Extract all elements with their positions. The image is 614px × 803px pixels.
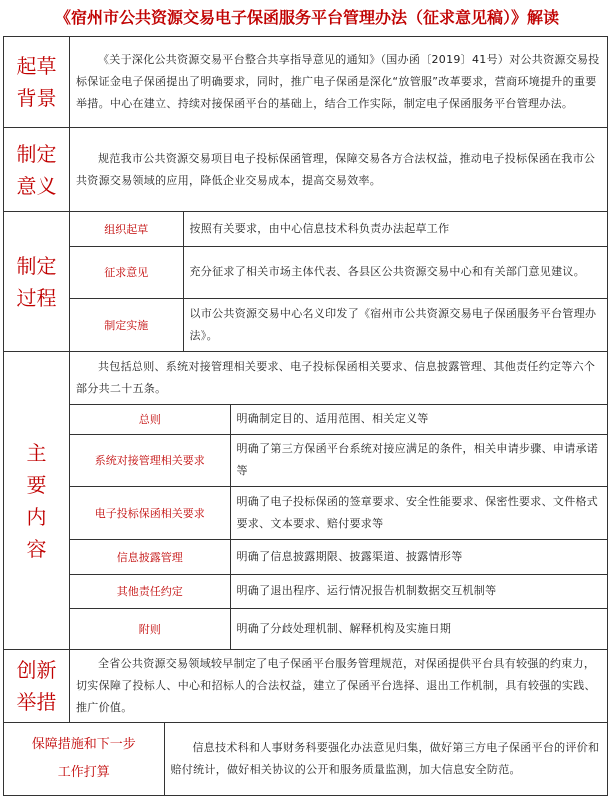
- process-item-text: 充分征求了相关市场主体代表、各县区公共资源交易中心和有关部门意见建议。: [183, 246, 607, 298]
- content-label: [4, 352, 70, 650]
- process-item-text: 按照有关要求，由中心信息技术科负责办法起草工作: [183, 212, 607, 246]
- content-label-line4: 容: [26, 536, 47, 561]
- process-label-line1: 制定: [16, 253, 57, 278]
- content-intro-text: 共包括总则、系统对接管理相关要求、电子投标保函相关要求、信息披露管理、其他责任约定等六个部分共二十五条。: [76, 359, 596, 395]
- safeguard-label: [4, 723, 164, 795]
- process-item-name: 征求意见: [70, 246, 183, 298]
- process-item-name: 组织起草: [70, 212, 183, 246]
- significance-label-line2: 意义: [16, 173, 57, 198]
- safeguard-cell: [4, 723, 608, 796]
- content-item: [70, 404, 607, 434]
- process-item: [70, 298, 607, 351]
- safeguard-paragraph: 信息技术科和人事财务科要强化办法意见归集，做好第三方电子保函平台的评价和赔付统计，做好相关协议的公开和服务质量监测，加大信息安全防范。: [170, 741, 600, 776]
- content-item-text: 明确了电子投标保函的签章要求、安全性能要求、保密性要求、文件格式要求、文本要求、赔付要求等: [230, 486, 607, 539]
- content-intro-row: [70, 352, 607, 404]
- background-row: [4, 37, 608, 128]
- content-item-name: 附则: [70, 608, 230, 649]
- innovation-label-line2: 举措: [16, 690, 57, 714]
- significance-label: [4, 128, 70, 212]
- content-label-line3: 内: [26, 504, 47, 529]
- content-label-line1: 主: [26, 440, 47, 465]
- process-item: [70, 246, 607, 298]
- process-label-line2: 过程: [16, 285, 57, 310]
- content-item-text: 明确了分歧处理机制、解释机构及实施日期: [230, 608, 607, 649]
- content-detail: [70, 352, 608, 650]
- innovation-label: [4, 650, 70, 723]
- page-title: 《宿州市公共资源交易电子保函服务平台管理办法（征求意见稿）》解读: [54, 8, 559, 27]
- content-item-name: 信息披露管理: [70, 539, 230, 574]
- content-item-name: 总则: [70, 404, 230, 434]
- content-item-text: 明确了信息披露期限、披露渠道、披露情形等: [230, 539, 607, 574]
- innovation-label-line1: 创新: [16, 658, 57, 682]
- content-item: [70, 434, 607, 486]
- content-item: [70, 608, 607, 649]
- background-label: [4, 37, 70, 128]
- safeguard-row: [4, 723, 608, 796]
- content-item-name: 电子投标保函相关要求: [70, 486, 230, 539]
- content-item-text: 明确了退出程序、运行情况报告机制数据交互机制等: [230, 574, 607, 608]
- content-item: [70, 574, 607, 608]
- content-label-line2: 要: [26, 472, 47, 497]
- process-row: [4, 212, 608, 352]
- process-item-text: 以市公共资源交易中心名义印发了《宿州市公共资源交易电子保函服务平台管理办法》。: [183, 298, 607, 351]
- process-detail: [70, 212, 608, 352]
- innovation-row: [4, 650, 608, 723]
- innovation-text: [70, 650, 608, 723]
- interpretation-table: [3, 36, 607, 796]
- significance-paragraph: 规范我市公共资源交易项目电子投标保函管理，保障交易各方合法权益，推动电子投标保函在我市公共资源交易领域的应用，降低企业交易成本，提高交易效率。: [76, 151, 596, 187]
- background-label-line1: 起草: [16, 54, 57, 78]
- safeguard-label-line1: 保障措施和下一步: [31, 737, 136, 752]
- significance-row: [4, 128, 608, 212]
- significance-text: [70, 128, 608, 212]
- safeguard-text: [164, 723, 607, 795]
- process-item-name: 制定实施: [70, 298, 183, 351]
- content-intro: [70, 352, 607, 404]
- background-label-line2: 背景: [16, 86, 57, 110]
- content-item-name: 其他责任约定: [70, 574, 230, 608]
- content-item: [70, 539, 607, 574]
- significance-label-line1: 制定: [16, 141, 57, 166]
- process-label: [4, 212, 70, 352]
- content-item-name: 系统对接管理相关要求: [70, 434, 230, 486]
- content-item-text: 明确制定目的、适用范围、相关定义等: [230, 404, 607, 434]
- background-text: [70, 37, 608, 128]
- process-item: [70, 212, 607, 246]
- background-paragraph: 《关于深化公共资源交易平台整合共享指导意见的通知》（国办函〔2019〕41号）对公共资源交易投标保证金电子保函提出了明确要求，同时，推广电子保函是深化“放管服”改革要求，营商环境提升的重要举措。中心在建立、持续对接保函平台的基础上，结合工作实际，制定电子保函服务平台管理办法。: [76, 53, 600, 110]
- content-item: [70, 486, 607, 539]
- content-item-text: 明确了第三方保函平台系统对接应满足的条件，相关申请步骤、申请承诺等: [230, 434, 607, 486]
- content-row: [4, 352, 608, 650]
- innovation-paragraph: 全省公共资源交易领域较早制定了电子保函平台服务管理规范，对保函提供平台具有较强的约束力，切实保障了投标人、中心和招标人的合法权益，建立了保函平台选择、退出工作机制，具有较强的实践、推广价值。: [76, 657, 596, 714]
- safeguard-label-line2: 工作打算: [57, 765, 110, 780]
